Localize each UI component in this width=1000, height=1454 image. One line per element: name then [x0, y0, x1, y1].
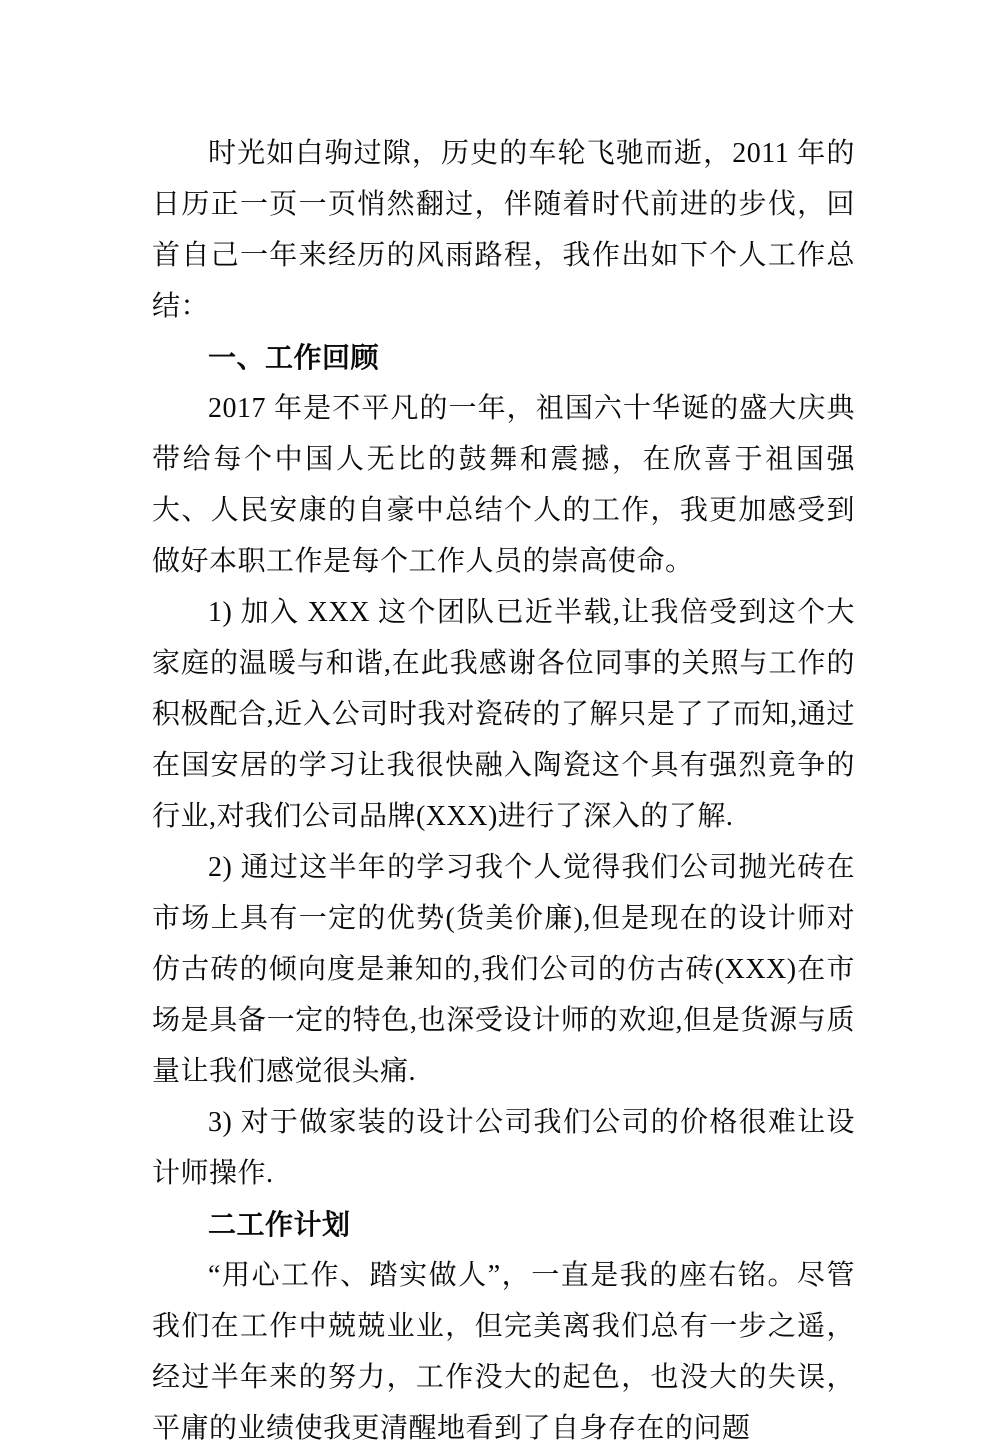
paragraph: 3) 对于做家装的设计公司我们公司的价格很难让设计师操作.	[152, 1107, 855, 1189]
section-heading: 一、工作回顾	[208, 342, 380, 373]
paragraph: 时光如白驹过隙，历史的车轮飞驰而逝，2011 年的日历正一页一页悄然翻过，伴随着时代前进的步伐，回首自己一年来经历的风雨路程，我作出如下个人工作总结：	[152, 138, 855, 322]
document-content	[152, 128, 855, 1454]
section-heading: 二工作计划	[208, 1209, 351, 1240]
paragraph: 2) 通过这半年的学习我个人觉得我们公司抛光砖在市场上具有一定的优势(货美价廉),但是现在的设计师对仿古砖的倾向度是兼知的,我们公司的仿古砖(XXX)在市场是具备一定的特色,也深受设计师的欢迎,但是货源与质量让我们感觉很头痛.	[152, 852, 855, 1087]
paragraph: 1) 加入 XXX 这个团队已近半载,让我倍受到这个大家庭的温暖与和谐,在此我感谢各位同事的关照与工作的积极配合,近入公司时我对瓷砖的了解只是了了而知,通过在国安居的学习让我很快融入陶瓷这个具有强烈竟争的行业,对我们公司品牌(XXX)进行了深入的了解.	[152, 597, 855, 832]
paragraph: “用心工作、踏实做人”，一直是我的座右铭。尽管我们在工作中兢兢业业，但完美离我们总有一步之遥，经过半年来的努力，工作没大的起色，也没大的失误，平庸的业绩使我更清醒地看到了自身存在的问题	[152, 1260, 855, 1444]
paragraph: 2017 年是不平凡的一年，祖国六十华诞的盛大庆典带给每个中国人无比的鼓舞和震撼，在欣喜于祖国强大、人民安康的自豪中总结个人的工作，我更加感受到做好本职工作是每个工作人员的崇高使命。	[152, 393, 855, 577]
